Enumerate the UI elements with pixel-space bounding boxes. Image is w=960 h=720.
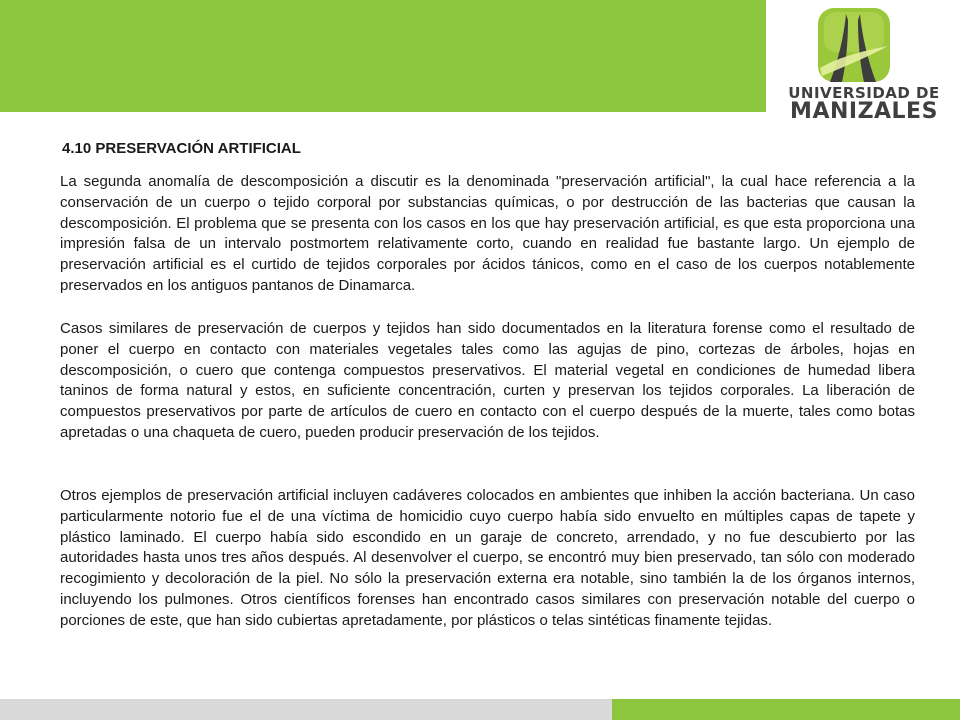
footer-green-bar (612, 699, 960, 720)
paragraph-3: Otros ejemplos de preservación artificial incluyen cadáveres colocados en ambientes que inhiben la acción bacteriana. Un caso particularmente notorio fue el de una víctima de homicidio cuyo cuerpo había sido envuelto en múltiples capas de tapete y plástico laminado. El cuerpo había sido escondido en un garaje de concreto, arrendado, y no fue descubierto por las autoridades hasta unos tres años después. Al desenvolver el cuerpo, se encontró muy bien preservado, tan sólo con moderado recogimiento y decoloración de la piel. No sólo la preservación externa era notable, sino también la de los órganos internos, incluyendo los pulmones. Otros científicos forenses han encontrado casos similares con preservación notable del cuerpo o porciones de este, que han sido cubiertas apretadamente, por plásticos o telas sintéticas finamente tejidas. (60, 487, 915, 629)
university-emblem-icon (816, 6, 892, 86)
paragraph-2: Casos similares de preservación de cuerpos y tejidos han sido documentados en la literatura forense como el resultado de poner el cuerpo en contacto con materiales vegetales tales como las agujas de pino, cortezas de árboles, hojas en descomposición, o cuero que contenga compuestos preservativos. El material vegetal en condiciones de humedad libera taninos de forma natural y estos, en suficiente concentración, curten y preservan los tejidos corporales. La liberación de compuestos preservativos por parte de artículos de cuero en contacto con el cuerpo después de la muerte, tales como botas apretadas o una chaqueta de cuero, pueden producir preservación de los tejidos. (60, 320, 915, 441)
paragraph-1: La segunda anomalía de descomposición a discutir es la denominada "preservación artificial", la cual hace referencia a la conservación de un cuerpo o tejido corporal por substancias químicas, o por destrucción de las bacterias que causan la descomposición. El problema que se presenta con los casos en los que hay preservación artificial, es que esta proporciona una impresión falsa de un intervalo postmortem relativamente corto, cuando en realidad fue bastante largo. Un ejemplo de preservación artificial es el curtido de tejidos corporales por ácidos tánicos, como en el caso de los cuerpos notablemente preservados en los antiguos pantanos de Dinamarca. (60, 173, 915, 294)
logo-text-line1: UNIVERSIDAD DE (788, 84, 940, 102)
logo-text-line2: MANIZALES (790, 99, 938, 124)
section-heading: 4.10 PRESERVACIÓN ARTIFICIAL (62, 140, 301, 157)
university-logo (768, 0, 960, 132)
header-green-bar (0, 0, 766, 112)
footer-gray-bar (0, 699, 612, 720)
